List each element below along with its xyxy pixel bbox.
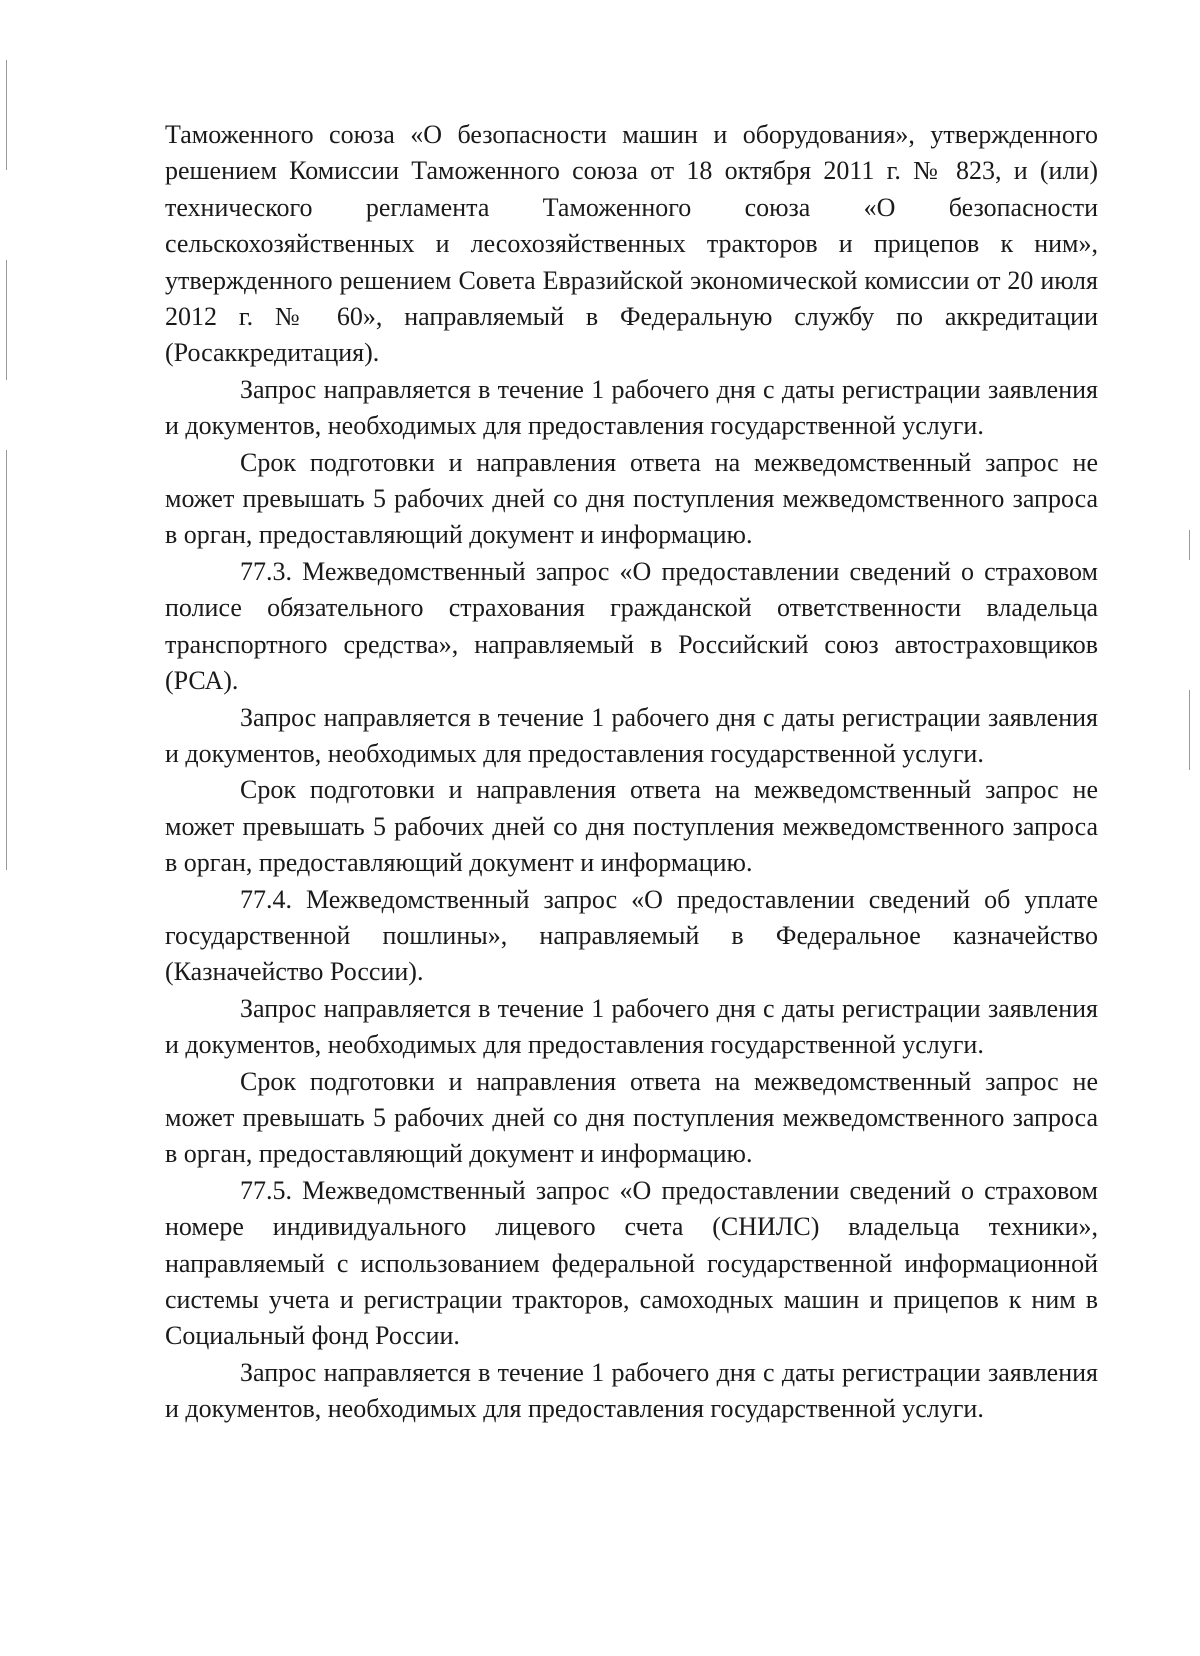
paragraph-response-deadline: Срок подготовки и направления ответа на межведомственный запрос не может превышать 5 рабочих дней со дня поступления межведомственного запроса в орган, предоставляющий документ и информацию. [165, 447, 1098, 550]
paragraph-request-deadline: Запрос направляется в течение 1 рабочего дня с даты регистрации заявления и документов, необходимых для предоставления государственной услуги. [165, 993, 1098, 1060]
scan-edge-mark [6, 60, 7, 170]
paragraph-request-deadline: Запрос направляется в течение 1 рабочего дня с даты регистрации заявления и документов, необходимых для предоставления государственной услуги. [165, 1357, 1098, 1424]
document-body [165, 117, 1098, 1428]
paragraph-request-deadline: Запрос направляется в течение 1 рабочего дня с даты регистрации заявления и документов, необходимых для предоставления государственной услуги. [165, 374, 1098, 441]
paragraph-continuation: Таможенного союза «О безопасности машин и оборудования», утвержденного решением Комиссии Таможенного союза от 18 октября 2011 г. № 823, и (или) технического регламента Таможенного союза «О безопасности сельскохозяйственных и лесохозяйственных тракторов и прицепов к ним», утвержденного решением Совета Евразийской экономической комиссии от 20 июля 2012 г. № 60», направляемый в Федеральную службу по аккредитации (Росаккредитация). [165, 120, 1098, 368]
scan-edge-mark [1189, 690, 1190, 770]
scan-edge-mark [6, 450, 7, 870]
paragraph-item-77-4: 77.4. Межведомственный запрос «О предоставлении сведений об уплате государственной пошлины», направляемый в Федеральное казначейство (Казначейство России). [165, 884, 1098, 987]
paragraph-response-deadline: Срок подготовки и направления ответа на межведомственный запрос не может превышать 5 рабочих дней со дня поступления межведомственного запроса в орган, предоставляющий документ и информацию. [165, 775, 1098, 878]
paragraph-item-77-5: 77.5. Межведомственный запрос «О предоставлении сведений о страховом номере индивидуального лицевого счета (СНИЛС) владельца техники», направляемый с использованием федеральной государственной информационной системы учета и регистрации тракторов, самоходных машин и прицепов к ним в Социальный фонд России. [165, 1175, 1098, 1351]
paragraph-response-deadline: Срок подготовки и направления ответа на межведомственный запрос не может превышать 5 рабочих дней со дня поступления межведомственного запроса в орган, предоставляющий документ и информацию. [165, 1066, 1098, 1169]
scan-edge-mark [6, 260, 7, 380]
paragraph-request-deadline: Запрос направляется в течение 1 рабочего дня с даты регистрации заявления и документов, необходимых для предоставления государственной услуги. [165, 702, 1098, 768]
paragraph-item-77-3: 77.3. Межведомственный запрос «О предоставлении сведений о страховом полисе обязательного страхования гражданской ответственности владельца транспортного средства», направляемый в Российский союз автостраховщиков (РСА). [165, 556, 1098, 696]
scan-edge-mark [1189, 530, 1190, 560]
